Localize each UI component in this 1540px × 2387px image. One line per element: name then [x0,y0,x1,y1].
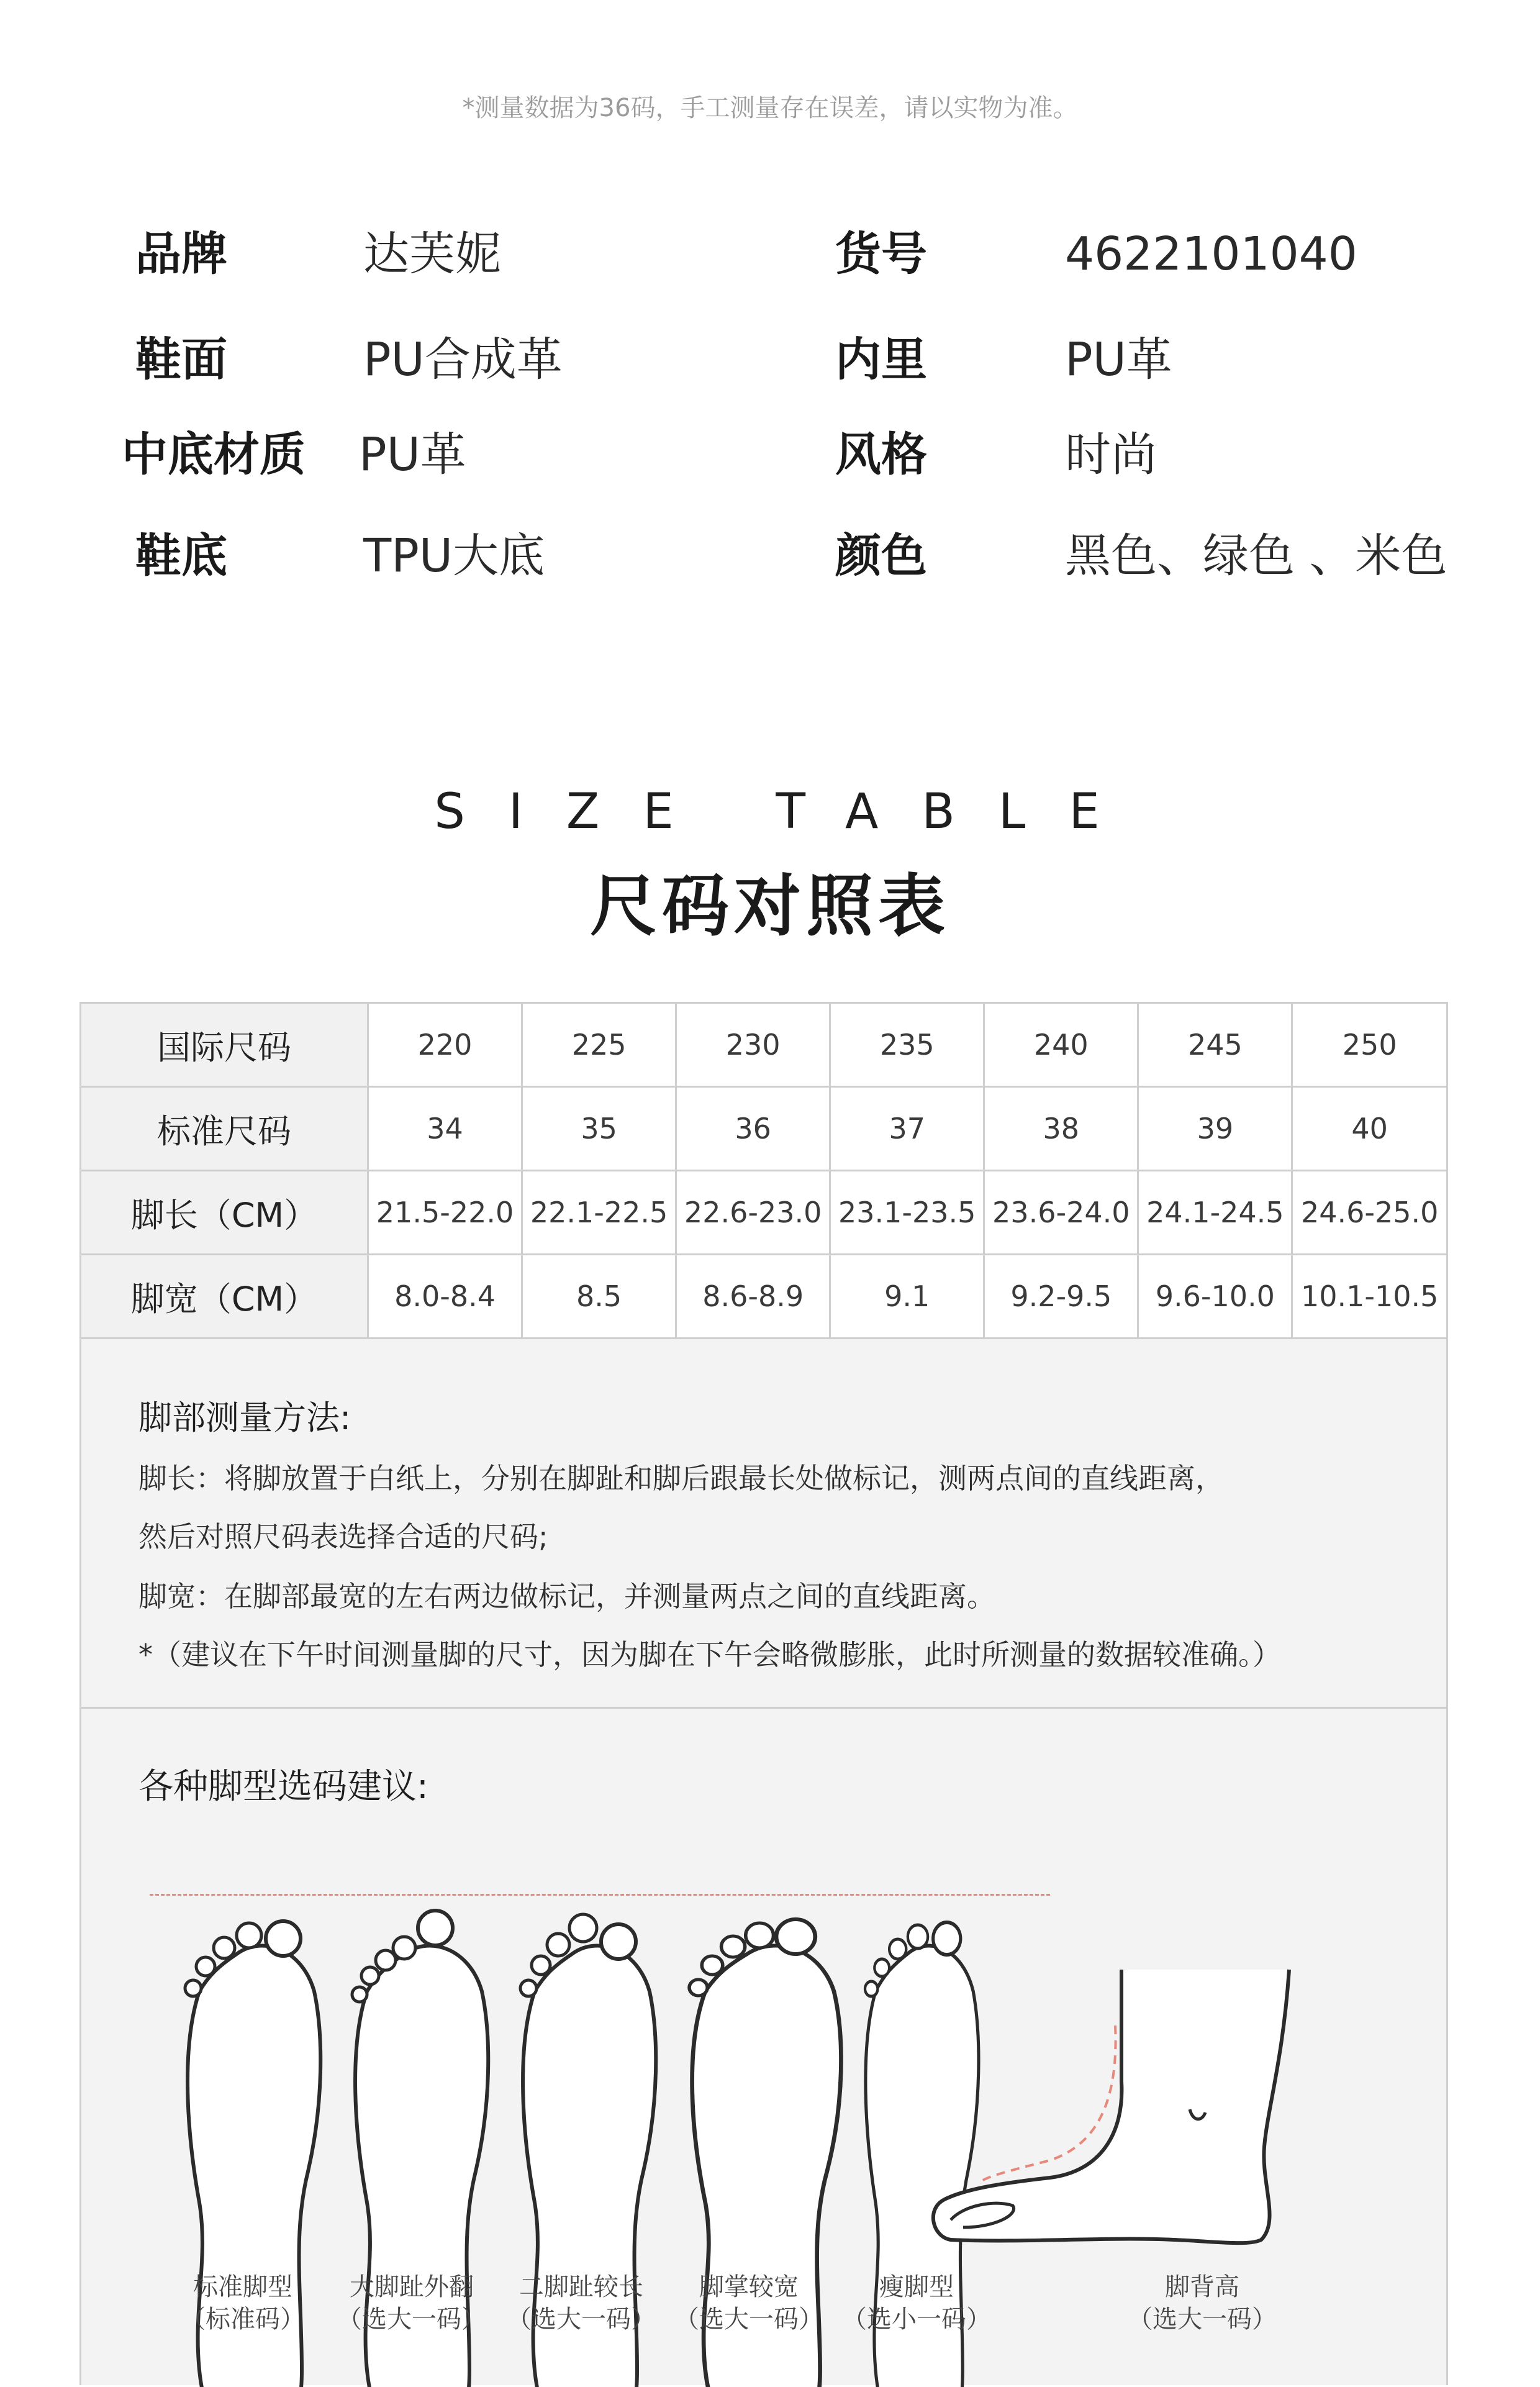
table-cell: 37 [830,1087,984,1171]
measure-line: 脚宽：在脚部最宽的左右两边做标记，并测量两点之间的直线距离。 [138,1580,995,1613]
table-cell: 10.1-10.5 [1292,1255,1446,1339]
table-cell: 8.0-8.4 [368,1255,522,1339]
table-cell: 34 [368,1087,522,1171]
table-cell: 21.5-22.0 [368,1171,522,1255]
table-cell: 9.1 [830,1255,984,1339]
foot-type-name: 大脚趾外翻 [350,2273,474,2301]
midsole-value: PU革 [359,428,466,481]
foot-type-name: 脚背高 [1165,2273,1239,2301]
table-cell: 22.6-23.0 [676,1171,830,1255]
size-heading-cn: 尺码对照表 [589,868,950,945]
table-cell: 23.6-24.0 [984,1171,1138,1255]
table-cell: 8.5 [522,1255,676,1339]
measure-line: *（建议在下午时间测量脚的尺寸，因为脚在下午会略微膨胀，此时所测量的数据较准确。） [138,1638,1281,1671]
foot-type-caption [319,2271,505,2335]
style-value: 时尚 [1065,428,1157,481]
table-cell: 220 [368,1004,522,1087]
table-cell: 9.2-9.5 [984,1255,1138,1339]
foot-type-caption [1109,2271,1295,2335]
foot-type-caption [823,2271,1010,2335]
lining-value: PU革 [1065,333,1172,386]
measurement-note: *测量数据为36码，手工测量存在误差，请以实物为准。 [462,94,1078,122]
foot-type-tip: （选小一码） [842,2305,991,2334]
foot-high-instep-icon [933,1970,1289,2243]
foot-illustrations [81,1004,1446,2387]
foot-type-tip: （选大一码） [337,2305,486,2334]
row-label: 脚宽（CM） [81,1255,368,1339]
outsole-value: TPU大底 [363,529,545,583]
table-cell: 38 [984,1087,1138,1171]
table-cell: 24.6-25.0 [1292,1171,1446,1255]
foot-type-caption [656,2271,842,2335]
lining-label: 内里 [835,333,927,386]
brand-label: 品牌 [135,227,227,281]
table-cell: 40 [1292,1087,1446,1171]
foot-type-name: 二脚趾较长 [519,2273,643,2301]
table-cell: 235 [830,1004,984,1087]
table-cell: 8.6-8.9 [676,1255,830,1339]
style-label: 风格 [835,428,927,481]
measure-title: 脚部测量方法: [138,1398,351,1437]
color-value: 黑色、绿色 、米色 [1065,529,1447,583]
table-cell: 9.6-10.0 [1138,1255,1292,1339]
sku-label: 货号 [835,227,927,281]
table-cell: 36 [676,1087,830,1171]
upper-value: PU合成革 [363,333,563,386]
outsole-label: 鞋底 [135,529,227,583]
table-cell: 240 [984,1004,1138,1087]
foot-type-tip: （选大一码） [507,2305,656,2334]
foot-type-name: 标准脚型 [193,2273,292,2301]
sku-value: 4622101040 [1065,227,1357,281]
table-cell: 245 [1138,1004,1292,1087]
table-cell: 23.1-23.5 [830,1171,984,1255]
advice-title: 各种脚型选码建议: [138,1766,428,1807]
table-cell: 225 [522,1004,676,1087]
foot-type-tip: （选大一码） [674,2305,823,2334]
measure-line: 然后对照尺码表选择合适的尺码; [138,1520,548,1553]
foot-type-tip: （标准码） [181,2305,305,2334]
row-label: 国际尺码 [81,1004,368,1087]
size-panel [79,1002,1448,2385]
foot-type-tip: （选大一码） [1128,2305,1277,2334]
foot-type-caption [150,2271,336,2335]
foot-type-caption [488,2271,674,2335]
table-cell: 35 [522,1087,676,1171]
row-label: 脚长（CM） [81,1171,368,1255]
color-label: 颜色 [835,529,927,583]
table-cell: 39 [1138,1087,1292,1171]
table-cell: 230 [676,1004,830,1087]
table-cell: 24.1-24.5 [1138,1171,1292,1255]
row-label: 标准尺码 [81,1087,368,1171]
foot-type-name: 瘦脚型 [879,2273,954,2301]
size-heading-en: SIZE TABLE [434,784,1143,840]
table-cell: 250 [1292,1004,1446,1087]
foot-type-name: 脚掌较宽 [699,2273,799,2301]
brand-value: 达芙妮 [363,227,501,281]
upper-label: 鞋面 [135,333,227,386]
midsole-label: 中底材质 [122,428,306,481]
table-cell: 22.1-22.5 [522,1171,676,1255]
measure-line: 脚长：将脚放置于白纸上，分别在脚趾和脚后跟最长处做标记，测两点间的直线距离， [138,1462,1224,1495]
